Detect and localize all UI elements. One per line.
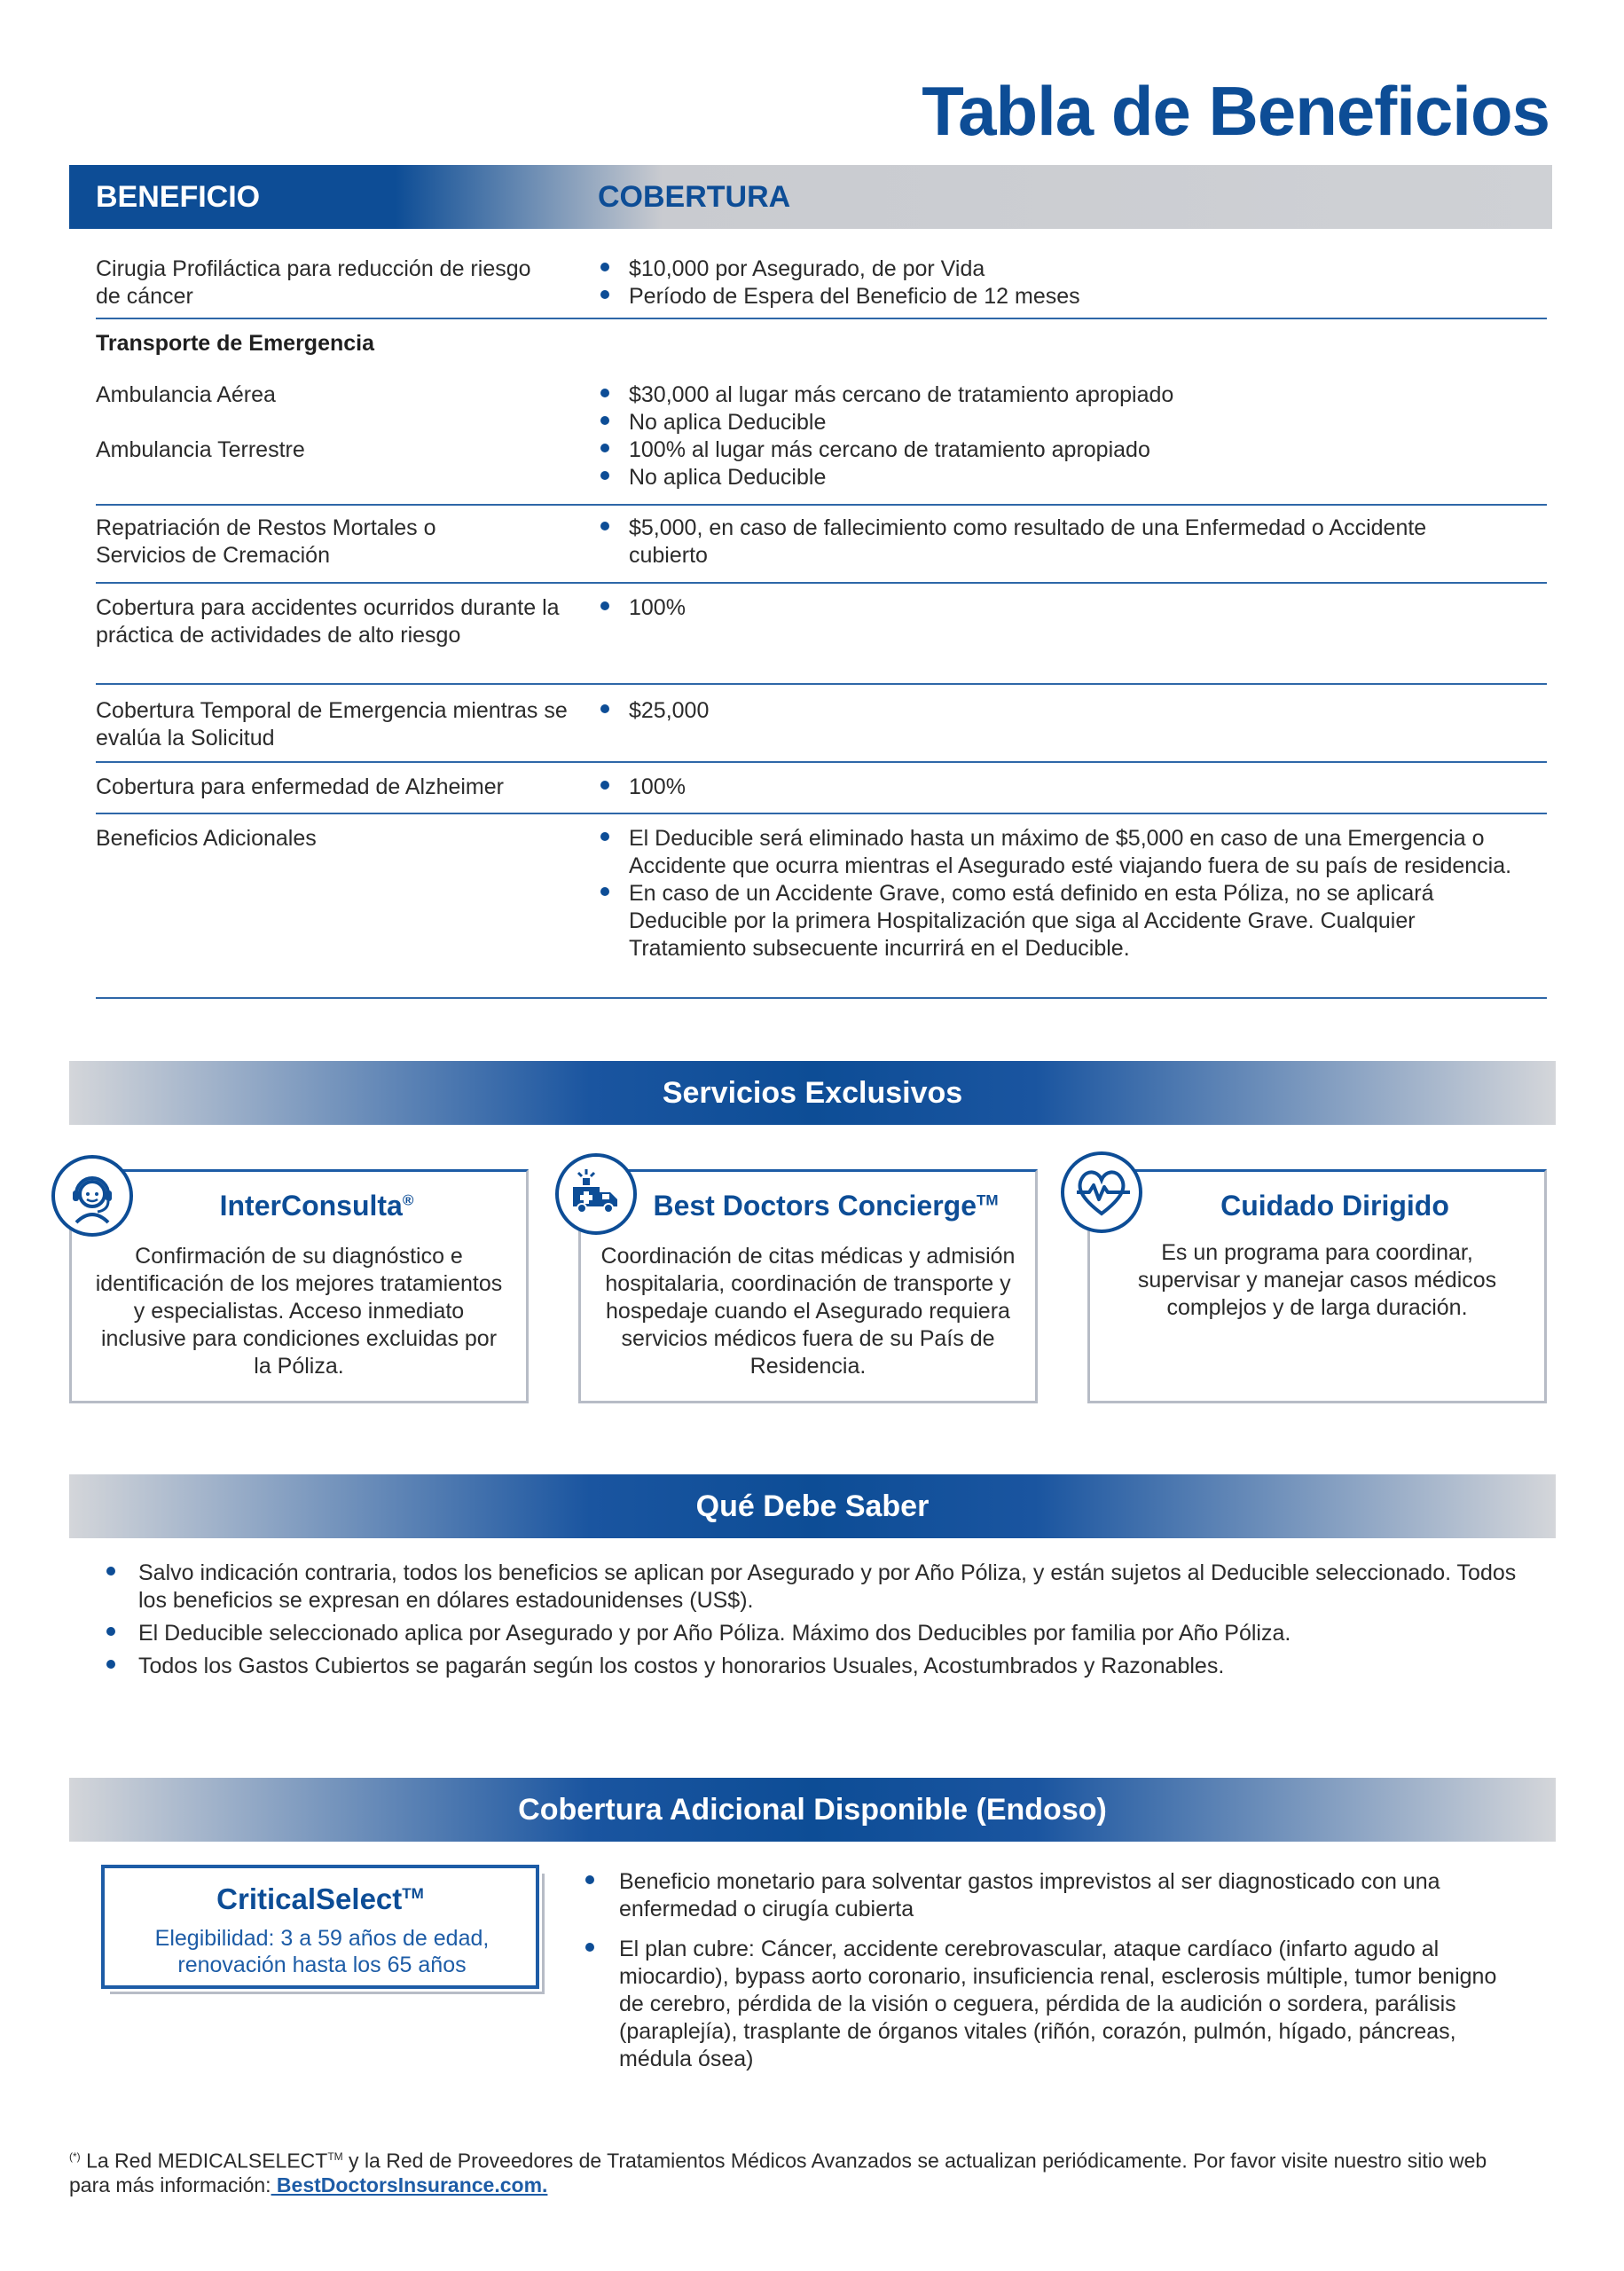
benefit-cell: Ambulancia Aérea bbox=[96, 382, 276, 407]
card-text: Es un programa para coordinar, supervisar y manejar casos médicos complejos y de larga duración. bbox=[1137, 1240, 1497, 1320]
table-row bbox=[96, 814, 1547, 999]
list-item: $5,000, en caso de fallecimiento como resultado de una Enfermedad o Accidente cubierto bbox=[597, 515, 1448, 570]
heart-pulse-icon bbox=[1061, 1151, 1142, 1233]
card-title bbox=[107, 1190, 526, 1222]
list-item: Salvo indicación contraria, todos los beneficios se aplican por Asegurado y por Año Póliza, y están sujetos al Deducible seleccionado. Todos los beneficios se expresan en dólares estadounidenses (US$). bbox=[105, 1560, 1524, 1615]
footnote-mark: (*) bbox=[69, 2150, 81, 2163]
footer-text-a: La Red MEDICALSELECT bbox=[86, 2149, 328, 2173]
additional-coverage-banner bbox=[69, 1778, 1556, 1842]
list-item: El plan cubre: Cáncer, accidente cerebrovascular, ataque cardíaco (infarto agudo al miocardio), bypass aorto coronario, insuficiencia renal, esclerosis múltiple, tumor benigno de cerebro, pérdida de la visión o ceguera, pérdida de la audición o sordera, parálisis (paraplejía), trasplante de órganos vitales (riñón, corazón, pulmón, hígado, páncreas, médula ósea) bbox=[578, 1936, 1518, 2073]
list-item: $25,000 bbox=[597, 697, 1528, 725]
table-header bbox=[69, 165, 1552, 229]
col-coverage-header: COBERTURA bbox=[598, 180, 791, 214]
criticalselect-title-text: CriticalSelect bbox=[216, 1882, 403, 1915]
coverage-cell bbox=[597, 774, 1528, 801]
benefit-cell: Beneficios Adicionales bbox=[96, 826, 317, 851]
list-item: El Deducible seleccionado aplica por Asegurado y por Año Póliza. Máximo dos Deducibles por familia por Año Póliza. bbox=[105, 1620, 1524, 1647]
exclusive-services-heading: Servicios Exclusivos bbox=[662, 1076, 963, 1110]
list-item: 100% bbox=[597, 594, 1528, 622]
benefit-cell: Repatriación de Restos Mortales o Servicios de Cremación bbox=[96, 515, 436, 568]
what-to-know-heading: Qué Debe Saber bbox=[695, 1489, 930, 1523]
coverage-cell bbox=[597, 594, 1528, 622]
list-item: No aplica Deducible bbox=[597, 464, 1528, 491]
list-item: Todos los Gastos Cubiertos se pagarán según los costos y honorarios Usuales, Acostumbrados y Razonables. bbox=[105, 1653, 1524, 1680]
list-item: 100% al lugar más cercano de tratamiento apropiado bbox=[597, 436, 1528, 464]
coverage-cell bbox=[597, 381, 1528, 491]
benefit-cell: Cirugia Profiláctica para reducción de riesgo de cáncer bbox=[96, 256, 531, 309]
list-item: $30,000 al lugar más cercano de tratamiento apropiado bbox=[597, 381, 1528, 409]
coverage-cell bbox=[597, 697, 1528, 725]
service-card-interconsulta bbox=[69, 1169, 529, 1403]
trademark-mark: TM bbox=[327, 2150, 343, 2163]
list-item: Beneficio monetario para solventar gastos imprevistos al ser diagnosticado con una enfermedad o cirugía cubierta bbox=[578, 1868, 1518, 1923]
exclusive-services-banner bbox=[69, 1061, 1556, 1125]
card-text: Coordinación de citas médicas y admisión hospitalaria, coordinación de transporte y hospedaje cuando el Asegurado requiera servicios médicos fuera de su País de Residencia. bbox=[600, 1244, 1016, 1379]
table-row bbox=[96, 763, 1547, 814]
list-item: El Deducible será eliminado hasta un máximo de $5,000 en caso de una Emergencia o Accidente que ocurra mientras el Asegurado esté viajando fuera de su país de residencia. bbox=[597, 825, 1519, 880]
col-benefit-header: BENEFICIO bbox=[96, 180, 261, 214]
benefit-cell: Cobertura para enfermedad de Alzheimer bbox=[96, 774, 504, 799]
service-card-concierge bbox=[578, 1169, 1038, 1403]
additional-coverage-heading: Cobertura Adicional Disponible (Endoso) bbox=[518, 1793, 1107, 1827]
list-item: $10,000 por Asegurado, de por Vida bbox=[597, 255, 1528, 283]
table-row bbox=[96, 252, 1547, 319]
criticalselect-eligibility: Elegibilidad: 3 a 59 años de edad, renovación hasta los 65 años bbox=[154, 1926, 490, 1977]
service-card-cuidado-dirigido bbox=[1087, 1169, 1547, 1403]
section-title: Transporte de Emergencia bbox=[96, 331, 375, 356]
trademark-mark: TM bbox=[976, 1191, 999, 1209]
footer-text-b: y la Red de Proveedores de Tratamientos Médicos Avanzados se actualizan periódicamente. Por favor visite nuestro sitio web para más información: bbox=[69, 2149, 1487, 2196]
what-to-know-banner bbox=[69, 1474, 1556, 1538]
ambulance-icon bbox=[555, 1153, 637, 1235]
footer-note bbox=[69, 2145, 1524, 2197]
list-item: Período de Espera del Beneficio de 12 meses bbox=[597, 283, 1528, 310]
list-item: 100% bbox=[597, 774, 1528, 801]
page-title: Tabla de Beneficios bbox=[922, 72, 1549, 150]
table-row bbox=[96, 685, 1547, 763]
table-row bbox=[96, 584, 1547, 685]
table-row bbox=[96, 506, 1547, 584]
trademark-mark: TM bbox=[402, 1885, 424, 1902]
coverage-cell bbox=[597, 825, 1519, 963]
what-to-know-list bbox=[105, 1560, 1524, 1686]
website-link[interactable]: BestDoctorsInsurance.com. bbox=[271, 2173, 548, 2196]
list-item: En caso de un Accidente Grave, como está definido en esta Póliza, no se aplicará Deducible por la primera Hospitalización que siga al Accidente Grave. Cualquier Tratamiento subsecuente incurrirá en el Deducible. bbox=[597, 880, 1519, 963]
benefit-cell: Ambulancia Terrestre bbox=[96, 437, 305, 462]
criticalselect-title bbox=[105, 1882, 536, 1916]
table-row bbox=[96, 369, 1547, 506]
registered-mark: ® bbox=[402, 1191, 414, 1209]
coverage-cell bbox=[597, 515, 1448, 570]
card-title-text: Best Doctors Concierge bbox=[653, 1190, 977, 1222]
card-title-text: InterConsulta bbox=[219, 1190, 403, 1222]
section-row bbox=[96, 319, 1547, 364]
benefit-cell: Cobertura para accidentes ocurridos durante la práctica de actividades de alto riesgo bbox=[96, 595, 560, 648]
criticalselect-list bbox=[578, 1868, 1518, 2086]
card-text: Confirmación de su diagnóstico e identificación de los mejores tratamientos y especialistas. Acceso inmediato inclusive para condiciones excluidas por la Póliza. bbox=[95, 1244, 503, 1379]
card-title-text: Cuidado Dirigido bbox=[1220, 1190, 1449, 1222]
benefit-cell: Cobertura Temporal de Emergencia mientras se evalúa la Solicitud bbox=[96, 698, 568, 750]
card-title bbox=[616, 1190, 1035, 1222]
criticalselect-box bbox=[101, 1865, 539, 1989]
headset-person-icon bbox=[51, 1155, 133, 1237]
card-title bbox=[1126, 1190, 1544, 1222]
list-item: No aplica Deducible bbox=[597, 409, 1528, 436]
coverage-cell bbox=[597, 255, 1528, 310]
